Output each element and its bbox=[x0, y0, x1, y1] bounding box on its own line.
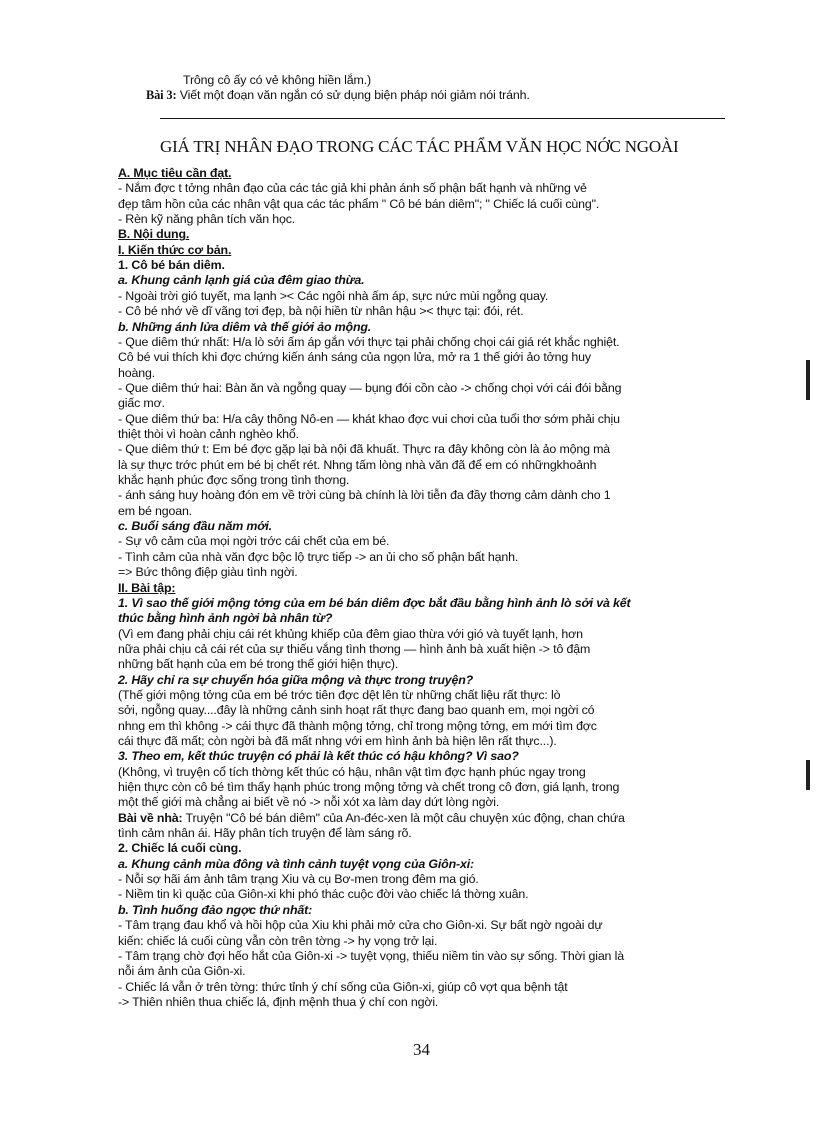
body-line: (Thế giới mộng tởng của em bé trớc tiên đợc dệt lên từ những chất liệu rất thực: lò bbox=[118, 687, 561, 702]
body-line: sởi, ngỗng quay....đây là những cảnh sinh hoạt rất thực đang bao quanh em, mọi ngời có bbox=[118, 703, 595, 718]
body-line: thiệt thòi vì hoàn cảnh nghèo khổ. bbox=[118, 426, 299, 441]
section-heading-i: I. Kiến thức cơ bản. bbox=[118, 242, 232, 257]
question: thúc bằng hình ảnh ngời bà nhân từ? bbox=[118, 611, 333, 626]
body-line: hoàng. bbox=[118, 365, 155, 380]
body-line: - Chiếc lá vẫn ở trên tờng: thức tỉnh ý chí sống của Giôn-xi, giúp cô vợt qua bệnh tật bbox=[118, 979, 568, 994]
body-line: hiện thực còn cô bé tìm thấy hạnh phúc trong mộng tởng và chết trong cô đơn, giá lạnh, trong bbox=[118, 780, 620, 794]
body-line: đẹp tâm hồn của các nhân vật qua các tác phẩm " Cô bé bán diêm"; " Chiếc lá cuối cùng". bbox=[118, 196, 600, 211]
body-line: nỗi ám ảnh của Giôn-xi. bbox=[118, 964, 246, 979]
body-line: - Cô bé nhớ về dĩ vãng tơi đẹp, bà nội hiền từ nhân hậu >< thực tại: đói, rét. bbox=[118, 304, 524, 319]
exercise-3-label: Bài 3: bbox=[146, 88, 177, 102]
question: 1. Vì sao thế giới mộng tởng của em bé bán diêm đợc bắt đầu bằng hình ảnh lò sởi và kết bbox=[118, 595, 631, 610]
body-line: - Nỗi sợ hãi ám ảnh tâm trạng Xiu và cụ Bơ-men trong đêm ma gió. bbox=[118, 872, 479, 887]
body-line: - Tâm trạng đau khổ và hồi hộp của Xiu khi phải mở cửa cho Giôn-xi. Sự bất ngờ ngoài dự bbox=[118, 918, 603, 933]
body-line: - ánh sáng huy hoàng đón em về trời cùng bà chính là lời tiễn đa đầy thơng cảm dành cho 1 bbox=[118, 488, 611, 503]
body-line: những bất hạnh của em bé trong thế giới hiện thực). bbox=[118, 657, 399, 672]
body-line: là sự thực trớc phút em bé bị chết rét. Nhng tấm lòng nhà văn đã để em có nhữngkhoảnh bbox=[118, 457, 597, 472]
body-line: - Ngoài trời gió tuyết, ma lạnh >< Các ngôi nhà ấm áp, sực nức mùi ngỗng quay. bbox=[118, 288, 549, 303]
scan-edge-mark bbox=[806, 760, 810, 790]
subheading: c. Buổi sáng đầu năm mới. bbox=[118, 519, 272, 533]
body-line: (Vì em đang phải chịu cái rét khủng khiếp của đêm giao thừa với gió và tuyết lạnh, hơn bbox=[118, 626, 583, 641]
body-line: khắc hạnh phúc đợc sống trong tình thơng. bbox=[118, 473, 350, 487]
body-line: - Tình cảm của nhà văn đợc bộc lộ trực tiếp -> an ủi cho số phận bất hạnh. bbox=[118, 549, 519, 564]
page-title: GIÁ TRỊ NHÂN ĐẠO TRONG CÁC TÁC PHẨM VĂN HỌC NỚC NGOÀI bbox=[160, 137, 679, 156]
body-line: nữa phải chịu cả cái rét của sự thiếu vắng tình thơng — hình ảnh bà xuất hiện -> tô đậm bbox=[118, 641, 591, 656]
subheading-1: 1. Cô bé bán diêm. bbox=[118, 258, 225, 273]
section-heading-b: B. Nội dung. bbox=[118, 227, 190, 242]
body-line: -> Thiên nhiên thua chiếc lá, định mệnh thua ý chí con ngời. bbox=[118, 994, 439, 1009]
body-line: - Que diêm thứ ba: H/a cây thông Nô-en — khát khao đợc vui chơi của tuổi thơ sớm phải chịu bbox=[118, 411, 620, 426]
homework-text: Truyện "Cô bé bán diêm" của An-đéc-xen là một câu chuyện xúc động, chan chứa bbox=[182, 810, 625, 825]
body-line: em bé ngoan. bbox=[118, 503, 192, 518]
subheading: a. Khung cảnh lạnh giá của đêm giao thừa. bbox=[118, 273, 365, 288]
intro-line: Trông cô ấy có vẻ không hiền lắm.) bbox=[183, 73, 371, 87]
body-line: giấc mơ. bbox=[118, 396, 165, 411]
homework-label: Bài về nhà: bbox=[118, 810, 183, 825]
body-line: - Nắm đợc t tởng nhân đạo của các tác giả khi phản ánh số phận bất hạnh và những vẻ bbox=[118, 181, 587, 196]
section-divider bbox=[160, 118, 725, 119]
body-line: - Que diêm thứ t: Em bé đợc gặp lại bà nội đã khuất. Thực ra đây không còn là ảo mộng mà bbox=[118, 442, 611, 457]
body-line: tình cảm nhân ái. Hãy phân tích truyện để làm sáng rõ. bbox=[118, 826, 412, 840]
body-line: => Bức thông điệp giàu tình ngời. bbox=[118, 565, 298, 580]
body-line: nhng em thì không -> cái thực đã thành mộng tởng, chỉ trong mộng tởng, em mới tìm đợc bbox=[118, 718, 597, 733]
body-line: - Sự vô cảm của mọi ngời trớc cái chết của em bé. bbox=[118, 534, 390, 549]
scan-edge-mark bbox=[806, 360, 810, 400]
section-heading-a: A. Mục tiêu cần đạt. bbox=[118, 166, 232, 180]
subheading: b. Những ánh lửa diêm và thế giới ảo mộng. bbox=[118, 319, 372, 334]
body-line: - Que diêm thứ nhất: H/a lò sởi ấm áp gắn với thực tại phải chống chọi cái giá rét khắc nghiệt. bbox=[118, 334, 620, 349]
exercise-3-text: Viết một đoạn văn ngắn có sử dụng biện pháp nói giảm nói tránh. bbox=[179, 88, 530, 102]
body-line: - Niềm tin kì quặc của Giôn-xi khi phó thác cuộc đời vào chiếc lá thờng xuân. bbox=[118, 887, 529, 902]
body-line bbox=[118, 811, 738, 825]
section-heading-ii: II. Bài tập: bbox=[118, 580, 176, 595]
body-line: kiến: chiếc lá cuối cùng vẫn còn trên tờng -> hy vọng trở lại. bbox=[118, 933, 438, 948]
body-line: cái thực đã mất; còn ngời bà đã mất nhng với em hình ảnh bà hiện lên rất thực...). bbox=[118, 733, 557, 748]
body-line: (Không, vì truyện cổ tích thờng kết thúc có hậu, nhân vật tìm đợc hạnh phúc ngay trong bbox=[118, 764, 586, 779]
body-line: một thế giới mà chẳng ai biết về nó -> nỗi xót xa làm day dứt lòng ngời. bbox=[118, 795, 500, 810]
subheading: a. Khung cảnh mùa đông và tình cảnh tuyệt vọng của Giôn-xi: bbox=[118, 856, 475, 871]
subheading: b. Tình huống đảo ngợc thứ nhất: bbox=[118, 902, 313, 917]
body-line: Cô bé vui thích khi đợc chứng kiến ánh sáng của ngọn lửa, mở ra 1 thế giới ảo tởng huy bbox=[118, 350, 591, 365]
body-line: - Tâm trạng chờ đợi hếo hắt của Giôn-xi -> tuyệt vọng, thiếu niềm tin vào sự sống. Thời gian là bbox=[118, 948, 624, 963]
page-number: 34 bbox=[413, 1040, 430, 1059]
body-line: - Que diêm thứ hai: Bàn ăn và ngỗng quay — bụng đói cồn cào -> chống chọi với cái đói bằng bbox=[118, 380, 622, 395]
subheading-2: 2. Chiếc lá cuối cùng. bbox=[118, 841, 242, 856]
question: 2. Hãy chỉ ra sự chuyển hóa giữa mộng và thực trong truyện? bbox=[118, 672, 474, 687]
exercise-3-line bbox=[146, 88, 766, 102]
body-line: - Rèn kỹ năng phân tích văn học. bbox=[118, 212, 296, 227]
question: 3. Theo em, kết thúc truyện có phải là kết thúc có hậu không? Vì sao? bbox=[118, 749, 519, 764]
